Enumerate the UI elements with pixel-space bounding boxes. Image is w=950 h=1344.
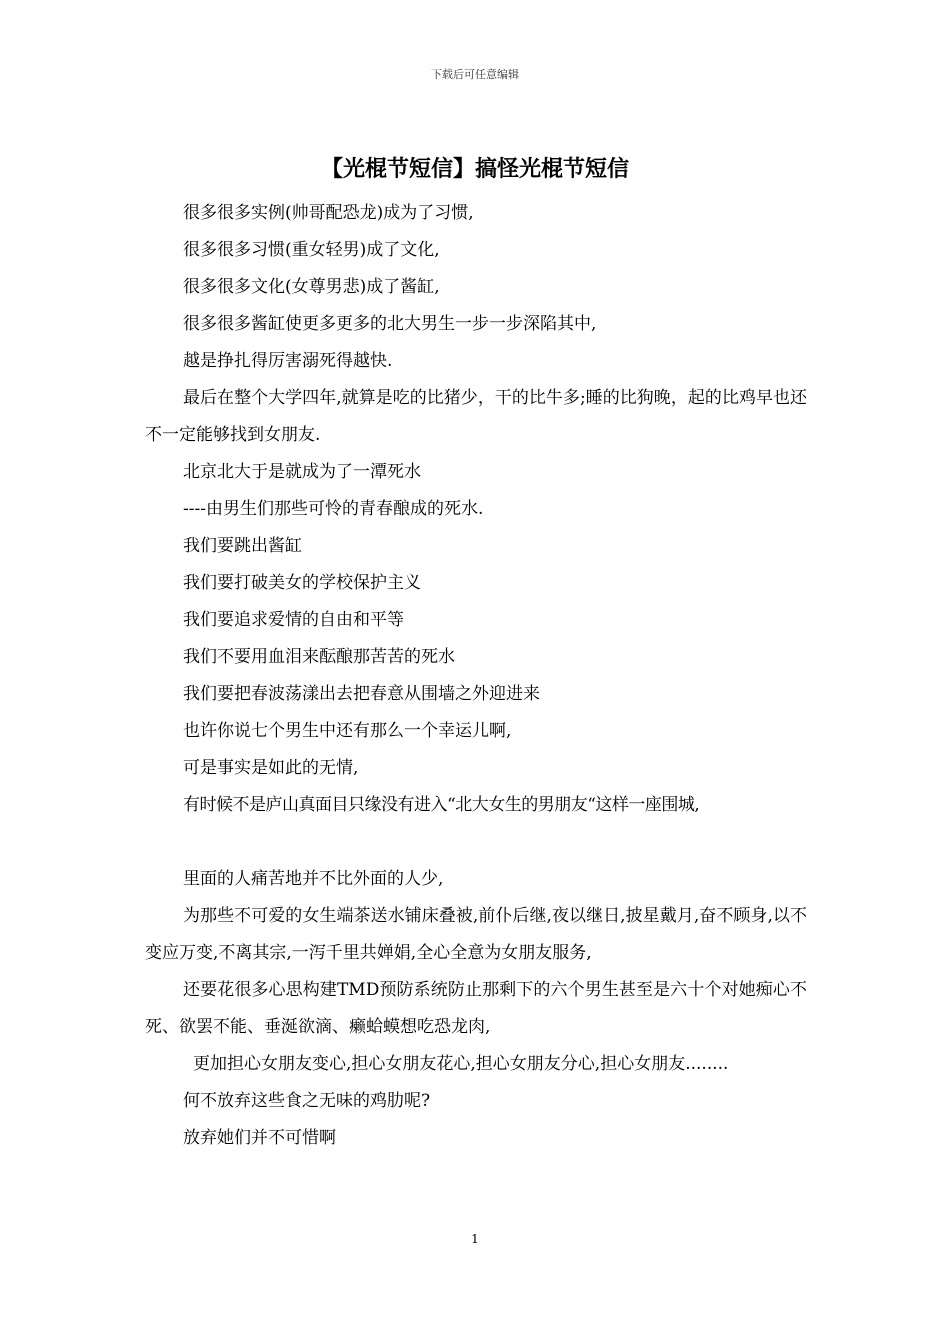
page-number: 1	[471, 1232, 479, 1246]
paragraph: 可是事实是如此的无情,	[183, 758, 359, 778]
paragraph: 何不放弃这些食之无味的鸡肋呢?	[183, 1091, 431, 1111]
paragraph: 北京北大于是就成为了一潭死水	[183, 462, 421, 482]
paragraph: 很多很多习惯(重女轻男)成了文化,	[183, 240, 440, 260]
paragraph: 我们不要用血泪来酝酿那苦苦的死水	[183, 647, 455, 667]
paragraph: ----由男生们那些可怜的青春酿成的死水.	[183, 499, 484, 519]
paragraph: 也许你说七个男生中还有那么一个幸运儿啊,	[183, 721, 512, 741]
paragraph: 为那些不可爱的女生端茶送水铺床叠被,前仆后继,夜以继日,披星戴月,奋不顾身,以不变应万变,不离其宗,一泻千里共婵娟,全心全意为女朋友服务,	[145, 906, 807, 963]
blank-line	[145, 824, 807, 861]
paragraph: 我们要把春波荡漾出去把春意从围墙之外迎进来	[183, 684, 540, 704]
paragraph: 很多很多实例(帅哥配恐龙)成为了习惯,	[183, 203, 474, 223]
paragraph: 很多很多酱缸使更多更多的北大男生一步一步深陷其中,	[183, 314, 597, 334]
document-title: 【光棍节短信】搞怪光棍节短信	[320, 157, 629, 182]
paragraph: 放弃她们并不可惜啊	[183, 1128, 336, 1148]
paragraph: 最后在整个大学四年,就算是吃的比猪少，干的比牛多;睡的比狗晚，起的比鸡早也还不一定能够找到女朋友.	[145, 388, 807, 445]
paragraph: 我们要跳出酱缸	[183, 536, 302, 556]
page-header-note: 下载后可任意编辑	[431, 68, 519, 81]
paragraph: 我们要打破美女的学校保护主义	[183, 573, 421, 593]
paragraph: 有时候不是庐山真面目只缘没有进入“北大女生的男朋友“这样一座围城,	[183, 795, 700, 815]
paragraph: 更加担心女朋友变心,担心女朋友花心,担心女朋友分心,担心女朋友........	[193, 1054, 729, 1074]
paragraph: 里面的人痛苦地并不比外面的人少,	[183, 869, 444, 889]
paragraph: 还要花很多心思构建TMD预防系统防止那剩下的六个男生甚至是六十个对她痴心不死、欲罢不能、垂涎欲滴、癞蛤蟆想吃恐龙肉,	[145, 980, 807, 1037]
paragraph: 我们要追求爱情的自由和平等	[183, 610, 404, 630]
paragraph: 越是挣扎得厉害溺死得越快.	[183, 351, 393, 371]
paragraph: 很多很多文化(女尊男悲)成了酱缸,	[183, 277, 440, 297]
document-body	[145, 195, 807, 1157]
